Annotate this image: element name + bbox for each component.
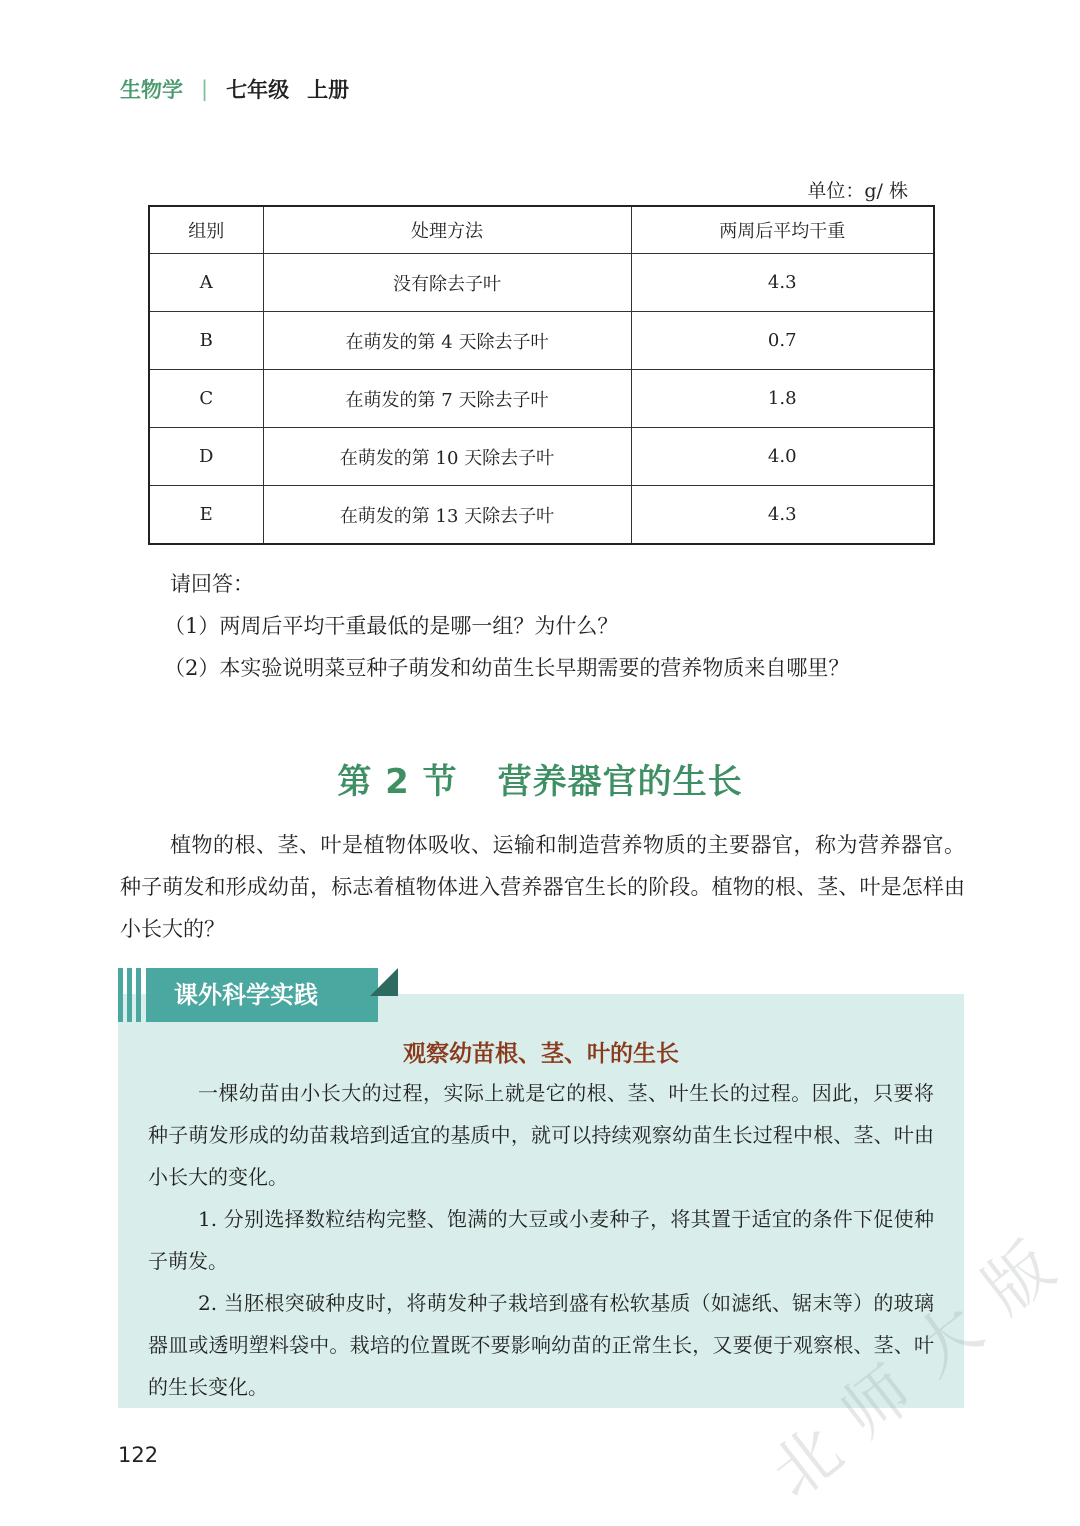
section-number: 第 2 节 <box>337 762 458 802</box>
header-separator: | <box>201 77 209 101</box>
table-row <box>149 370 934 428</box>
column-header-weight: 两周后平均干重 <box>631 206 934 254</box>
running-header <box>120 74 349 104</box>
header-volume: 上册 <box>307 78 350 102</box>
practice-body <box>148 1072 934 1408</box>
cell-group: A <box>149 254 263 312</box>
column-header-group: 组别 <box>149 206 263 254</box>
experiment-table <box>148 205 935 545</box>
cell-group: D <box>149 428 263 486</box>
banner-corner <box>370 968 398 996</box>
questions-block <box>164 563 850 689</box>
header-grade: 七年级 <box>226 78 290 102</box>
cell-group: B <box>149 312 263 370</box>
practice-title: 观察幼苗根、茎、叶的生长 <box>403 1040 679 1067</box>
cell-method: 在萌发的第 4 天除去子叶 <box>263 312 631 370</box>
column-header-method: 处理方法 <box>263 206 631 254</box>
cell-weight: 0.7 <box>631 312 934 370</box>
question-item: （1）两周后平均干重最低的是哪一组？为什么？ <box>164 614 619 638</box>
practice-paragraph: 2. 当胚根突破种皮时，将萌发种子栽培到盛有松软基质（如滤纸、锯末等）的玻璃器皿或透明塑料袋中。栽培的位置既不要影响幼苗的正常生长，又要便于观察根、茎、叶的生长变化。 <box>148 1291 934 1399</box>
cell-weight: 4.3 <box>631 254 934 312</box>
section-name: 营养器官的生长 <box>497 762 743 802</box>
practice-paragraph: 一棵幼苗由小长大的过程，实际上就是它的根、茎、叶生长的过程。因此，只要将种子萌发形成的幼苗栽培到适宜的基质中，就可以持续观察幼苗生长过程中根、茎、叶由小长大的变化。 <box>148 1081 934 1189</box>
banner-stripes <box>118 968 140 1022</box>
page-number: 122 <box>118 1443 159 1467</box>
cell-group: E <box>149 486 263 545</box>
question-item: （2）本实验说明菜豆种子萌发和幼苗生长早期需要的营养物质来自哪里？ <box>164 656 850 680</box>
cell-weight: 4.3 <box>631 486 934 545</box>
publisher-watermark: 北 师 大 版 <box>756 1227 1069 1513</box>
table-unit: 单位：g/ 株 <box>807 180 908 202</box>
practice-paragraph: 1. 分别选择数粒结构完整、饱满的大豆或小麦种子，将其置于适宜的条件下促使种子萌发。 <box>148 1207 934 1273</box>
section-title <box>0 754 1080 803</box>
cell-weight: 4.0 <box>631 428 934 486</box>
header-subject: 生物学 <box>120 78 183 102</box>
section-intro: 植物的根、茎、叶是植物体吸收、运输和制造营养物质的主要器官，称为营养器官。种子萌发和形成幼苗，标志着植物体进入营养器官生长的阶段。植物的根、茎、叶是怎样由小长大的？ <box>120 833 965 941</box>
table-row <box>149 486 934 545</box>
cell-method: 在萌发的第 7 天除去子叶 <box>263 370 631 428</box>
questions-prompt: 请回答： <box>170 572 254 596</box>
banner-label: 课外科学实践 <box>146 968 378 1022</box>
cell-method: 没有除去子叶 <box>263 254 631 312</box>
practice-banner <box>118 968 398 1022</box>
cell-method: 在萌发的第 10 天除去子叶 <box>263 428 631 486</box>
table-row <box>149 428 934 486</box>
cell-group: C <box>149 370 263 428</box>
cell-method: 在萌发的第 13 天除去子叶 <box>263 486 631 545</box>
table-row <box>149 254 934 312</box>
cell-weight: 1.8 <box>631 370 934 428</box>
table-row <box>149 312 934 370</box>
